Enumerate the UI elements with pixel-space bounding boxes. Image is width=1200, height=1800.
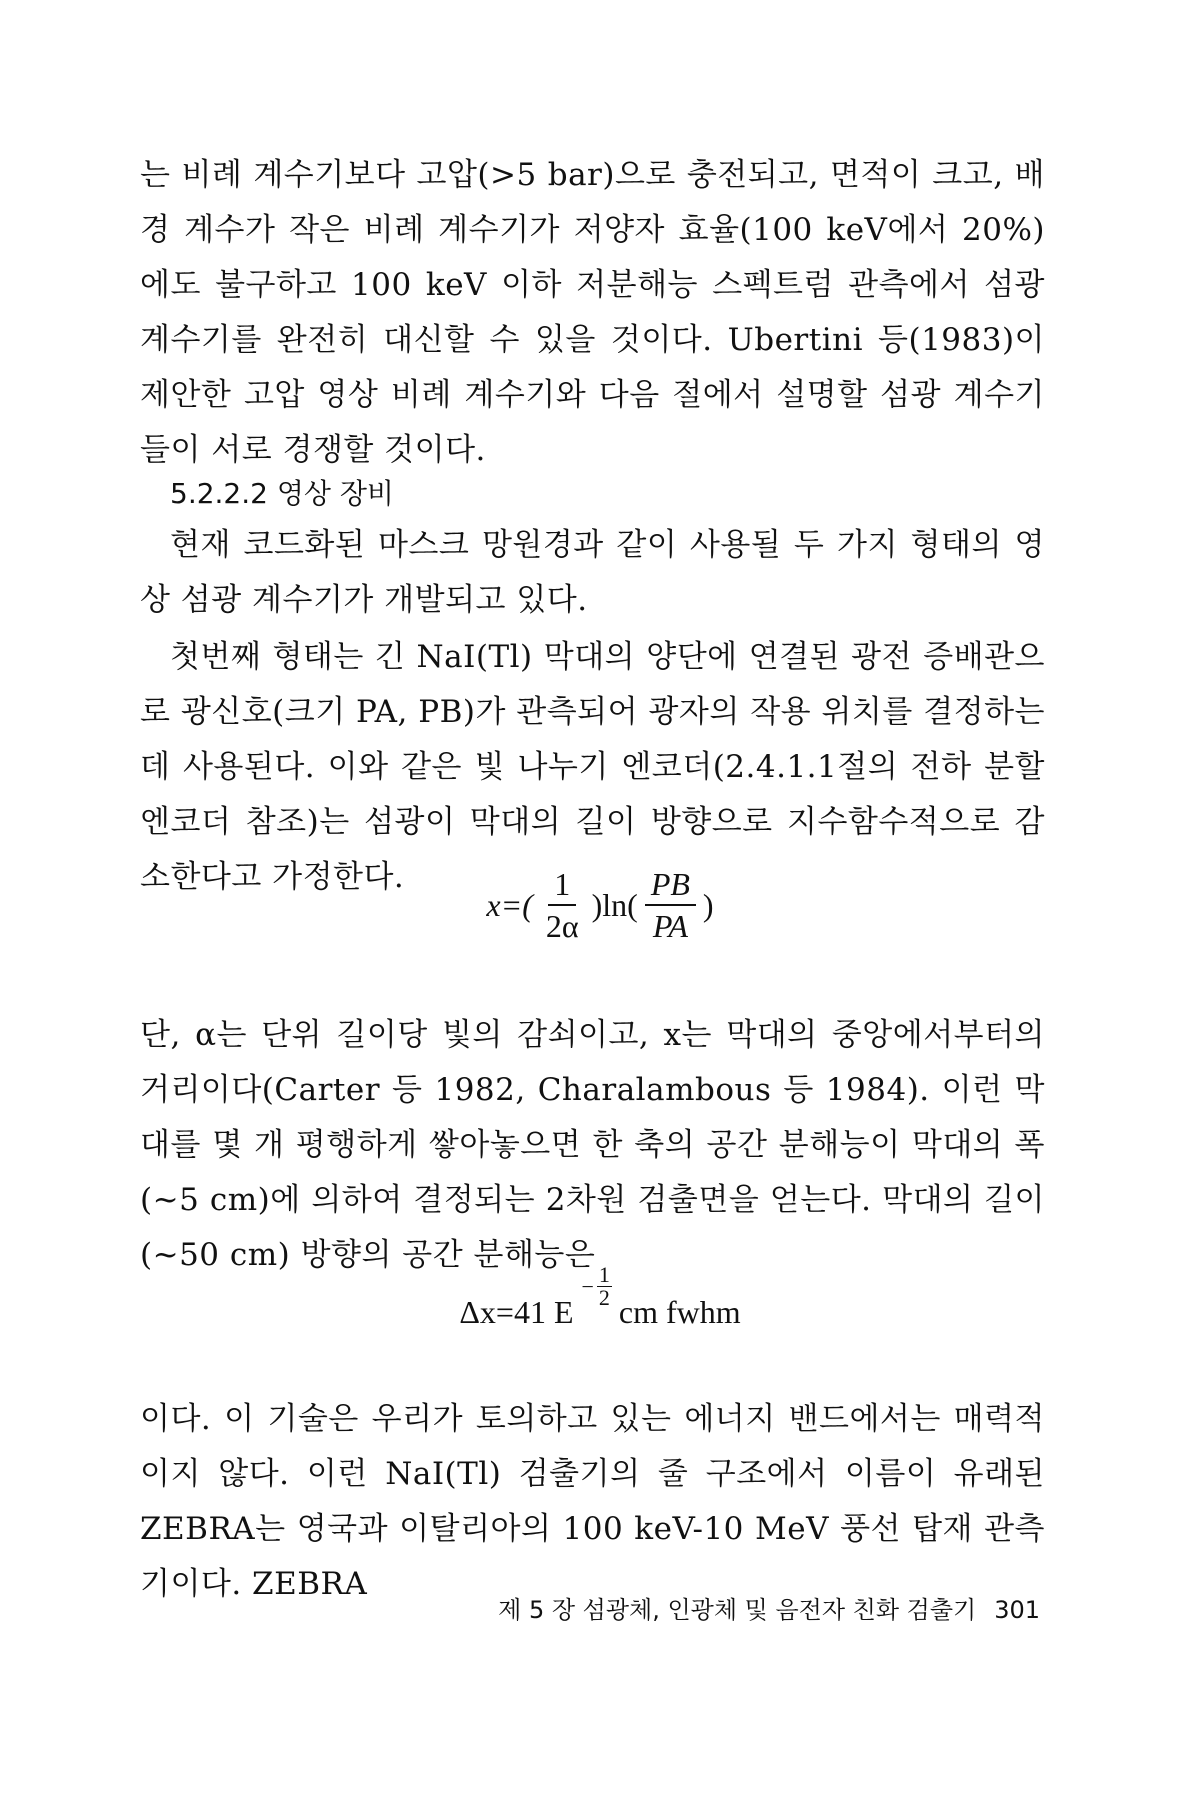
eq1-end: ) bbox=[702, 886, 714, 923]
eq2-exponent bbox=[582, 1264, 615, 1309]
eq2-exp-denominator: 2 bbox=[598, 1285, 610, 1310]
eq2-exp-fraction bbox=[597, 1264, 612, 1309]
running-title: 제 5 장 섬광체, 인광체 및 음전자 친화 검출기 bbox=[498, 1596, 977, 1624]
eq2-lhs: Δx=41 E bbox=[459, 1294, 574, 1330]
equation-resolution bbox=[0, 1262, 1200, 1335]
paragraph-imaging-intro: 현재 코드화된 마스크 망원경과 같이 사용될 두 가지 형태의 영상 섬광 계수기가 개발되고 있다. bbox=[140, 527, 1045, 618]
page-footer bbox=[140, 1592, 1040, 1628]
section-heading: 5.2.2.2 영상 장비 bbox=[170, 477, 394, 510]
eq1-frac2-numerator: PB bbox=[645, 866, 696, 906]
eq1-frac1-numerator: 1 bbox=[548, 866, 576, 906]
eq2-rhs: cm fwhm bbox=[618, 1294, 741, 1330]
eq1-frac1-denominator: 2α bbox=[545, 908, 579, 944]
eq1-middle: )ln( bbox=[591, 886, 638, 923]
eq2-exp-numerator: 1 bbox=[598, 1262, 610, 1287]
eq2-exp-sign: − bbox=[581, 1273, 594, 1299]
paragraph-attenuation: 단, α는 단위 길이당 빛의 감쇠이고, x는 막대의 중앙에서부터의 거리이다(Carter 등 1982, Charalambous 등 1984). 이런 막대를 몇 개 평행하게 쌓아놓으면 한 축의 공간 분해능이 막대의 폭(~5 cm)에 의하여 결정되는 2차원 검출면을 얻는다. 막대의 길이(~50 cm) 방향의 공간 분해능은 bbox=[140, 1017, 1045, 1273]
paragraph-zebra: 이다. 이 기술은 우리가 토의하고 있는 에너지 밴드에서는 매력적이지 않다. 이런 NaI(Tl) 검출기의 줄 구조에서 이름이 유래된 ZEBRA는 영국과 이탈리아의 100 keV-10 MeV 풍선 탑재 관측기이다. ZEBRA bbox=[140, 1401, 1045, 1602]
paragraph-first-type: 첫번째 형태는 긴 NaI(Tl) 막대의 양단에 연결된 광전 증배관으로 광신호(크기 PA, PB)가 관측되어 광자의 작용 위치를 결정하는 데 사용된다. 이와 같은 빛 나누기 엔코더(2.4.1.1절의 전하 분할 엔코더 참조)는 섬광이 막대의 길이 방향으로 지수함수적으로 감소한다고 가정한다. bbox=[140, 639, 1045, 895]
paragraph-proportional-counter: 는 비례 계수기보다 고압(>5 bar)으로 충전되고, 면적이 크고, 배경 계수가 작은 비례 계수기가 저양자 효율(100 keV에서 20%)에도 불구하고 100 keV 이하 저분해능 스펙트럼 관측에서 섬광 계수기를 완전히 대신할 수 있을 것이다. Ubertini 등(1983)이 제안한 고압 영상 비례 계수기와 다음 절에서 설명할 섬광 계수기들이 서로 경쟁할 것이다. bbox=[140, 157, 1045, 468]
eq1-fraction-1 bbox=[540, 866, 585, 944]
eq1-fraction-2 bbox=[645, 866, 696, 944]
eq1-lhs: x=( bbox=[486, 886, 533, 923]
equation-position bbox=[0, 866, 1200, 944]
eq1-frac2-denominator: PA bbox=[652, 908, 688, 944]
page-number: 301 bbox=[994, 1596, 1040, 1624]
